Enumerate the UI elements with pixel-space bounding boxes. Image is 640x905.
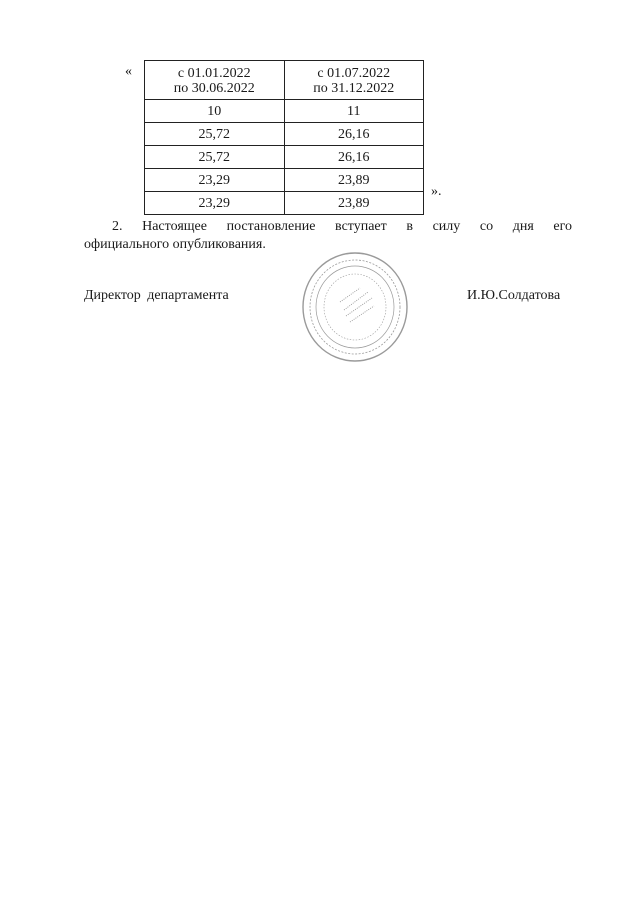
tariff-table xyxy=(144,60,424,215)
table-cell: 23,89 xyxy=(284,192,424,215)
paragraph-line-1: 2. Настоящее постановление вступает в силу со дня его xyxy=(112,219,572,234)
header-cell-period-1 xyxy=(145,61,285,100)
table-cell: 23,89 xyxy=(284,169,424,192)
header-period-1-start: с 01.01.2022 xyxy=(177,66,251,81)
opening-quote: « xyxy=(125,64,132,79)
table-cell: 26,16 xyxy=(284,146,424,169)
table-cell: 25,72 xyxy=(145,146,285,169)
table-cell: 23,29 xyxy=(145,192,285,215)
official-seal-stamp xyxy=(300,250,410,365)
table-cell: 10 xyxy=(145,100,285,123)
table-cell: 25,72 xyxy=(145,123,285,146)
closing-quote: ». xyxy=(431,184,442,199)
header-period-2-end: по 31.12.2022 xyxy=(313,81,395,96)
paragraph-line-2: официального опубликования. xyxy=(84,237,266,252)
header-period-2-start: с 01.07.2022 xyxy=(317,66,391,81)
table-cell: 23,29 xyxy=(145,169,285,192)
header-period-1-end: по 30.06.2022 xyxy=(173,81,255,96)
table-cell: 26,16 xyxy=(284,123,424,146)
table-row xyxy=(145,123,424,146)
signatory-name: И.Ю.Солдатова xyxy=(467,288,561,303)
table-cell: 11 xyxy=(284,100,424,123)
header-cell-period-2 xyxy=(284,61,424,100)
effective-date-paragraph xyxy=(84,218,572,254)
table-row xyxy=(145,146,424,169)
table-row xyxy=(145,192,424,215)
table-row xyxy=(145,169,424,192)
table-row xyxy=(145,100,424,123)
signatory-position: Директор департамента xyxy=(84,288,229,303)
table-header-row xyxy=(145,61,424,100)
